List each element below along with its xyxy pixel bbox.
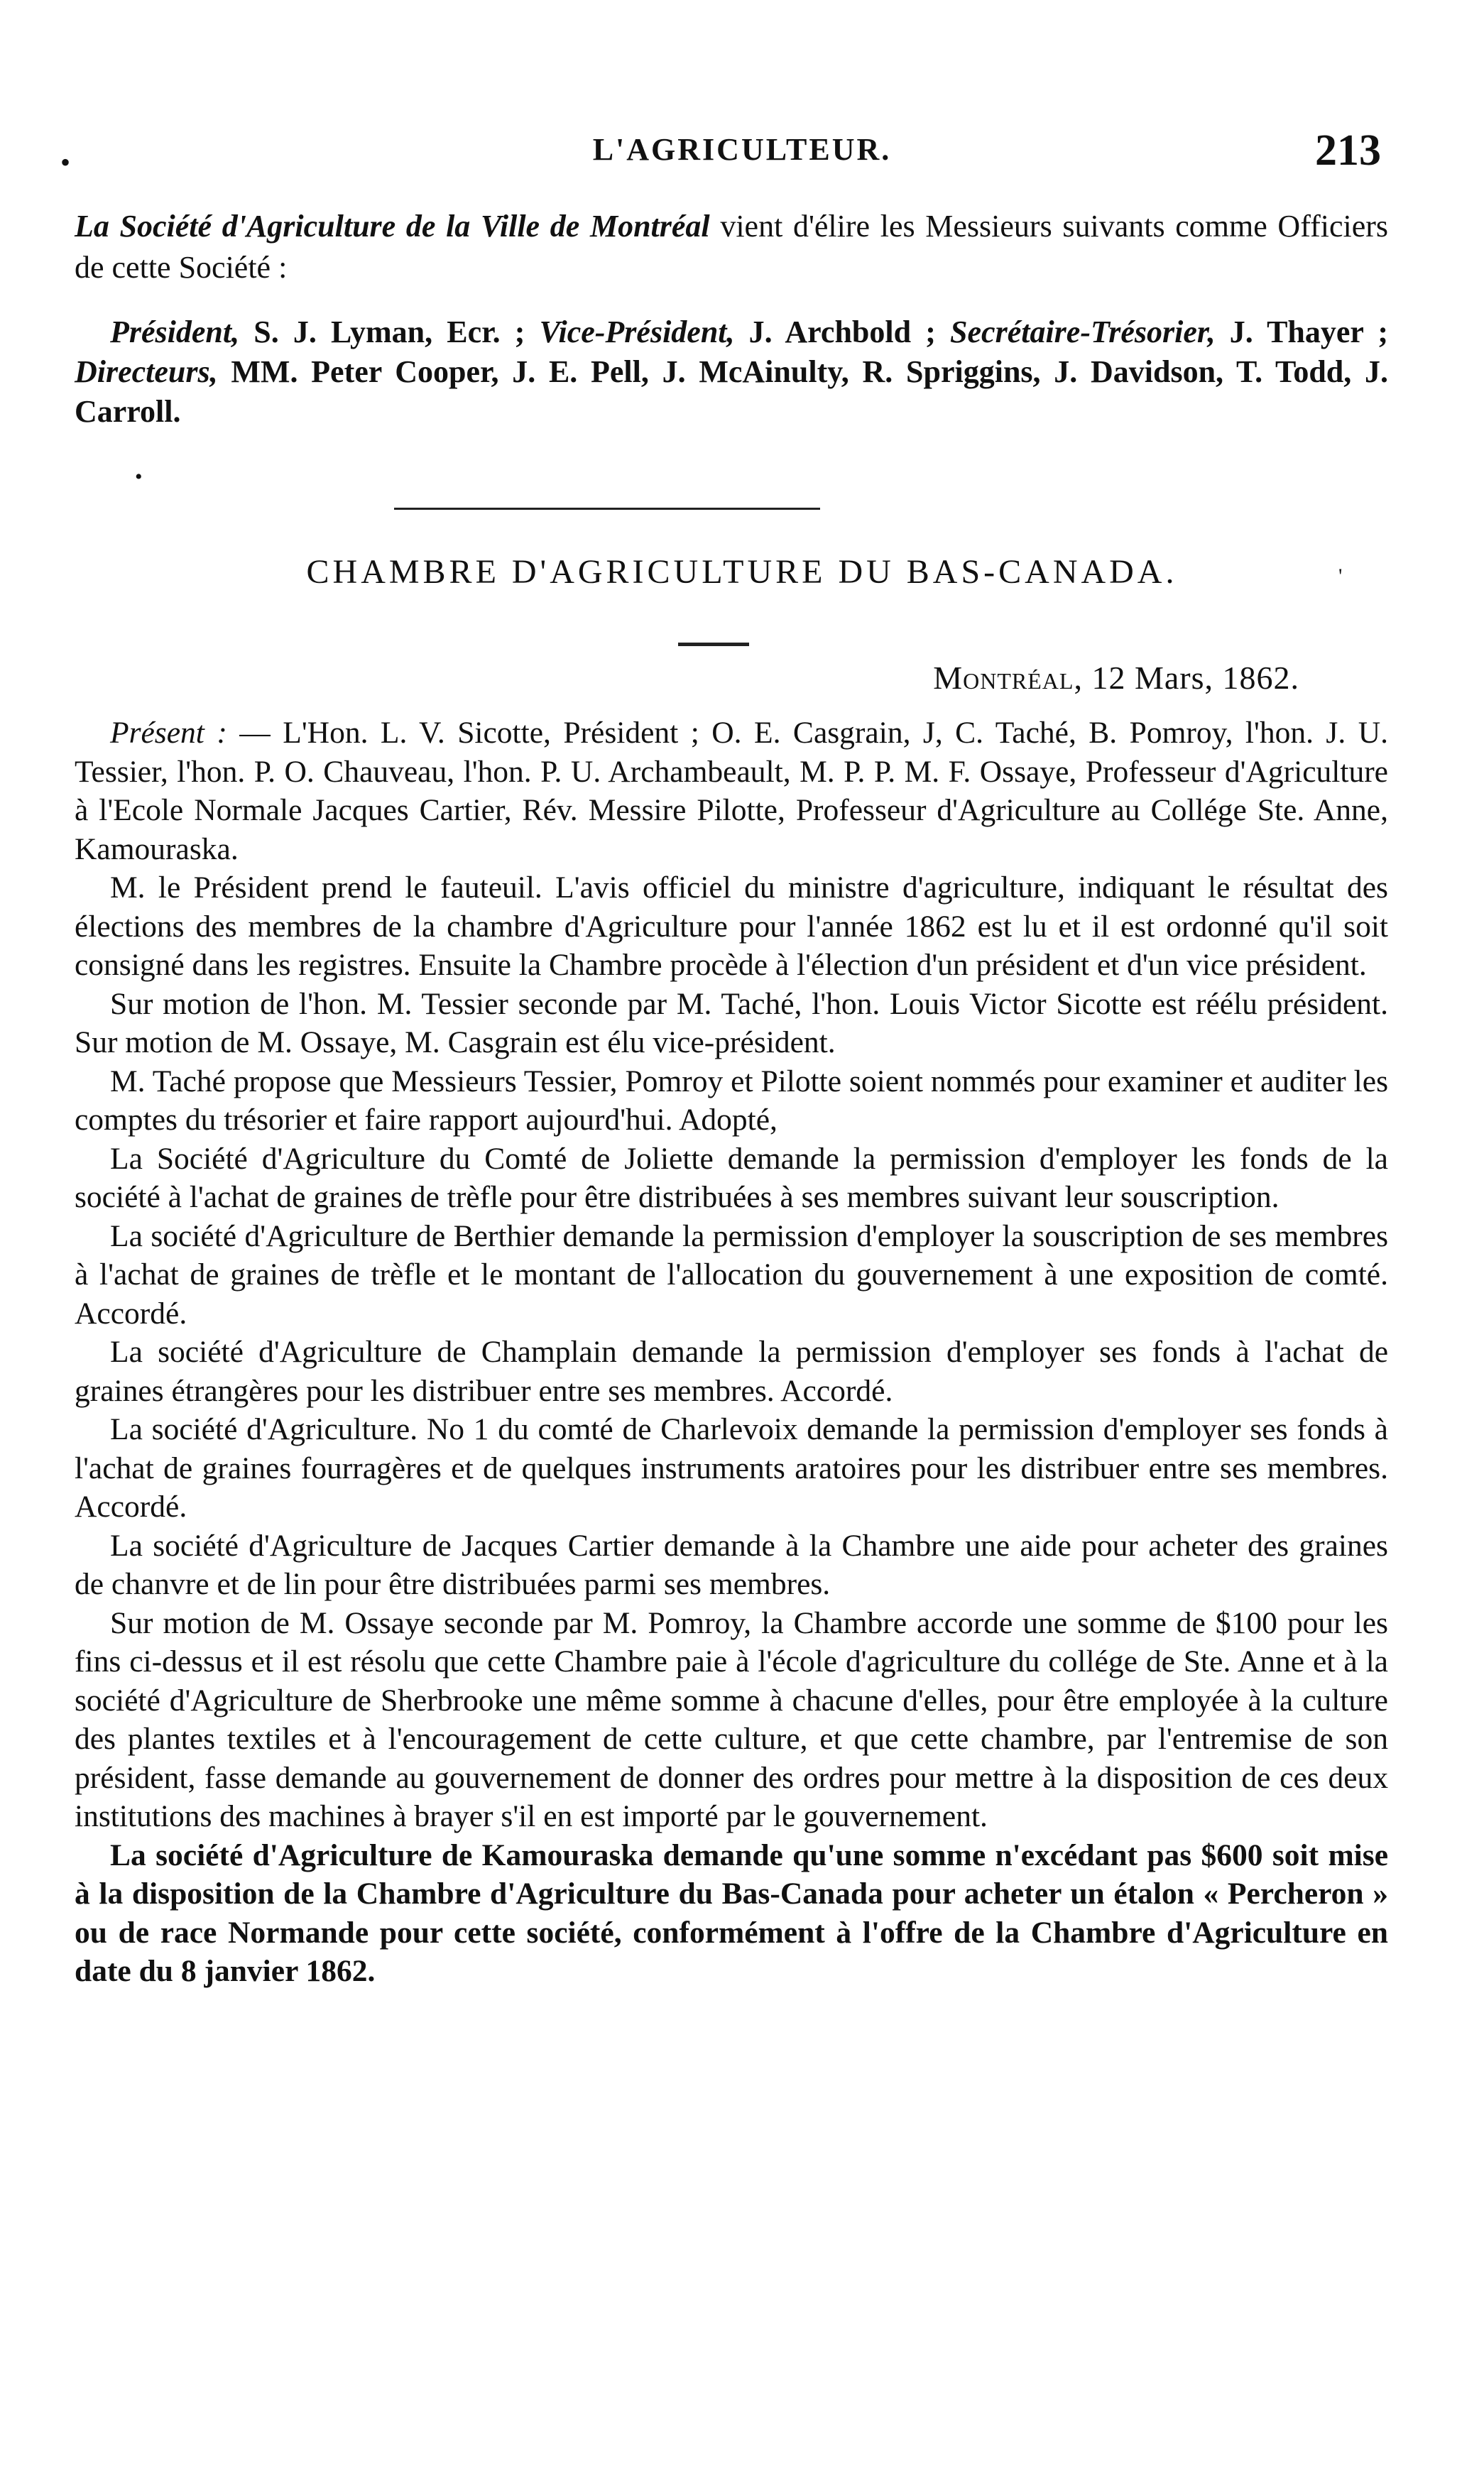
name-president: S. J. Lyman, Ecr. ; (239, 315, 540, 349)
running-title: L'AGRICULTEUR. (592, 132, 892, 167)
section-title: CHAMBRE D'AGRICULTURE DU BAS-CANADA. (306, 553, 1178, 591)
meeting-minutes (75, 714, 1388, 1991)
name-secretary: J. Thayer ; (1215, 315, 1388, 349)
minutes-paragraph: La société d'Agriculture de Champlain demande la permission d'employer ses fonds à l'achat de graines étrangères pour les distribuer entre ses membres. Accordé. (75, 1335, 1388, 1408)
header-mark: • (60, 146, 71, 178)
stray-mark: • (135, 465, 143, 488)
role-secretary: Secrétaire-Trésorier, (950, 315, 1216, 349)
minutes-paragraph: La Société d'Agriculture du Comté de Joliette demande la permission d'employer les fonds de la société à l'achat de graines de trèfle pour être distribuées à ses membres suivant leur souscription. (75, 1141, 1388, 1214)
minutes-paragraph: Sur motion de M. Ossaye seconde par M. Pomroy, la Chambre accorde une somme de $100 pour les fins ci-dessus et il est résolu que cette Chambre paie à l'école d'agriculture du collége de Ste. Anne et à la société d'Agriculture de Sherbrooke une même somme à chacune d'elles, pour être employée à la culture des plantes textiles et à l'encouragement de cette culture, et que cette chambre, par l'entremise de son président, fasse demande au gouvernement de donner des ordres pour mettre à la disposition de ces deux institutions des machines à brayer s'il en est importé par le gouvernement. (75, 1605, 1388, 1833)
page-header (0, 126, 1484, 181)
dateline-date: 12 Mars, 1862. (1082, 660, 1299, 696)
minutes-paragraph: Sur motion de l'hon. M. Tessier seconde par M. Taché, l'hon. Louis Victor Sicotte est réélu président. Sur motion de M. Ossaye, M. Casgrain est élu vice-président. (75, 986, 1388, 1059)
society-intro-text: vient d'élire les Messieurs suivants comme Officiers de cette Société : (75, 209, 1389, 285)
minutes-paragraph: La société d'Agriculture. No 1 du comté de Charlevoix demande la permission d'employer ses fonds à l'achat de graines fourragères et de quelques instruments aratoires pour les distribuer entre ses membres. Accordé. (75, 1412, 1388, 1524)
minutes-paragraph: La société d'Agriculture de Jacques Cartier demande à la Chambre une aide pour acheter des graines de chanvre et de lin pour être distribuées parmi ses membres. (75, 1528, 1388, 1601)
society-officers (75, 312, 1388, 432)
minutes-paragraph: La société d'Agriculture de Berthier demande la permission d'employer la souscription de ses membres à l'achat de graines de trèfle et le montant de l'allocation du gouvernement à une exposition de comté. Accordé. (75, 1218, 1388, 1331)
name-vice-president: J. Archbold ; (734, 315, 951, 349)
role-president: Président, (110, 315, 240, 349)
names-directors: MM. Peter Cooper, J. E. Pell, J. McAinulty, R. Spriggins, J. Davidson, T. Todd, J. Carroll. (75, 354, 1388, 429)
dateline (933, 659, 1299, 697)
page-number: 213 (1315, 126, 1381, 175)
section-divider (394, 508, 820, 510)
present-label: Présent : (110, 716, 227, 750)
present-list: — L'Hon. L. V. Sicotte, Président ; O. E. Casgrain, J, C. Taché, B. Pomroy, l'hon. J. U. Tessier, l'hon. P. O. Chauveau, l'hon. P. U. Archambeault, M. P. P. M. F. Ossaye, Professeur d'Agriculture à l'Ecole Normale Jacques Cartier, Rév. Messire Pilotte, Professeur d'Agriculture au Collége Ste. Anne, Kamouraska. (75, 716, 1388, 866)
role-directors: Directeurs, (75, 354, 218, 389)
society-name: La Société d'Agriculture de la Ville de Montréal (75, 209, 710, 244)
dateline-place: Montréal, (933, 660, 1083, 696)
role-vice-president: Vice-Président, (539, 315, 735, 349)
minutes-paragraph: M. le Président prend le fauteuil. L'avis officiel du ministre d'agriculture, indiquant le résultat des élections des membres de la chambre d'Agriculture pour l'année 1862 est lu et il est ordonné qu'il soit consigné dans les registres. Ensuite la Chambre procède à l'élection d'un président et d'un vice président. (75, 870, 1388, 982)
minutes-paragraph: La société d'Agriculture de Kamouraska demande qu'une somme n'excédant pas $600 soit mise à la disposition de la Chambre d'Agriculture du Bas-Canada pour acheter un étalon « Percheron » ou de race Normande pour cette société, conformément à l'offre de la Chambre d'Agriculture en date du 8 janvier 1862. (75, 1838, 1388, 1988)
society-notice-intro (75, 206, 1388, 288)
title-divider (678, 643, 749, 646)
minutes-paragraph: M. Taché propose que Messieurs Tessier, Pomroy et Pilotte soient nommés pour examiner et auditer les comptes du trésorier et faire rapport aujourd'hui. Adopté, (75, 1064, 1388, 1137)
margin-mark: ' (1338, 564, 1343, 588)
